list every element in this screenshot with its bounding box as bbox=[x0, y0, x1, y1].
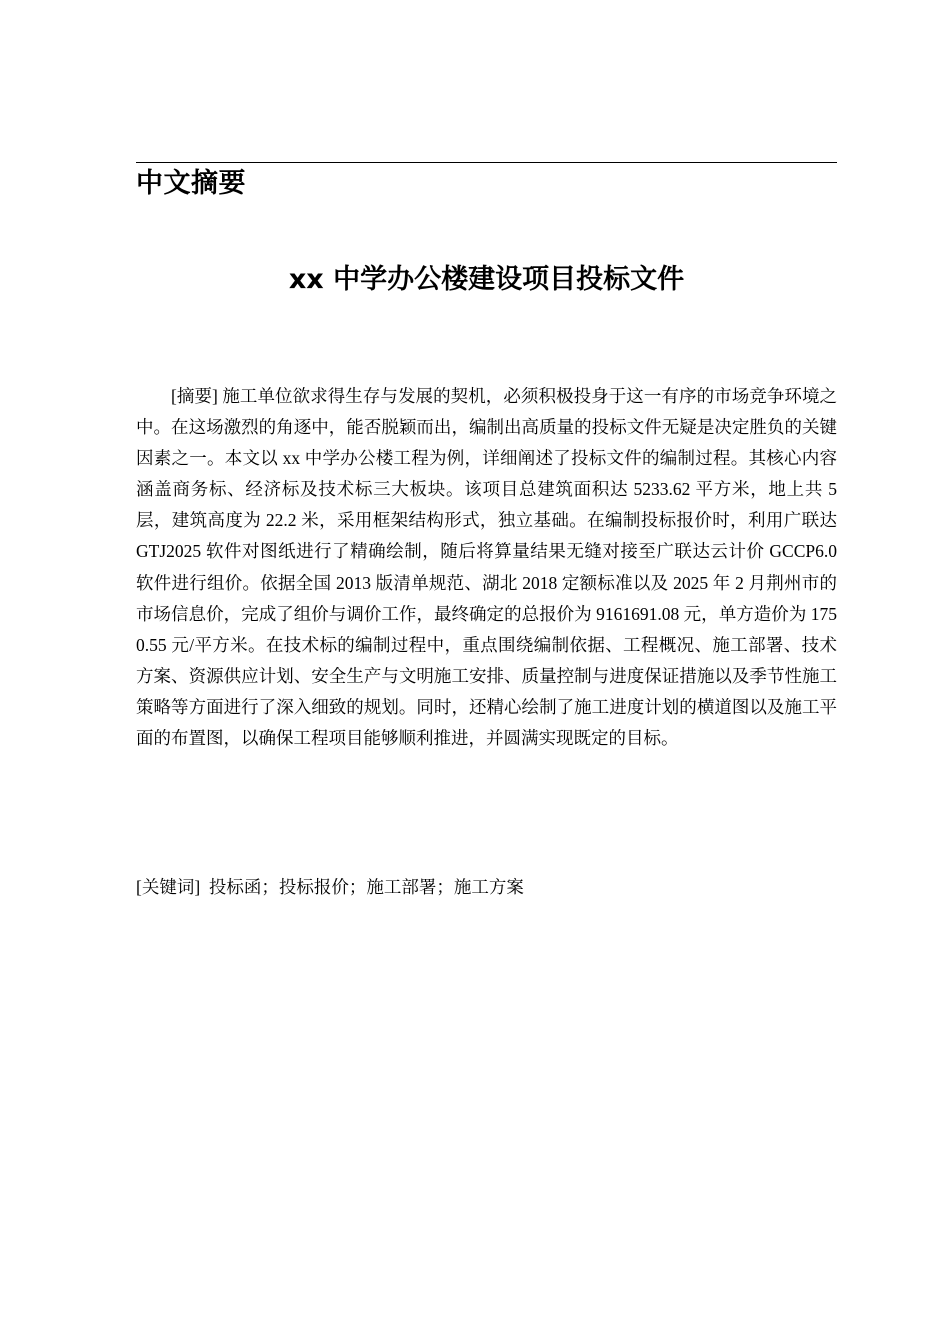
keywords-text: 投标函；投标报价；施工部署；施工方案 bbox=[208, 877, 524, 897]
section-heading: 中文摘要 bbox=[136, 168, 246, 199]
keywords-label: [关键词] bbox=[136, 877, 201, 897]
abstract-text: 施工单位欲求得生存与发展的契机，必须积极投身于这一有序的市场竞争环境之中。在这场激烈的角逐中，能否脱颖而出，编制出高质量的投标文件无疑是决定胜负的关键因素之一。本文以 xx 中学办公楼工程为例，详细阐述了投标文件的编制过程。其核心内容涵盖商务标、经济标及技术标三大板块。该项目总建筑面积达 5233.62 平方米，地上共 5 层，建筑高度为 22.2 米，采用框架结构形式，独立基础。在编制投标报价时，利用广联达 GTJ2025 软件对图纸进行了精确绘制，随后将算量结果无缝对接至广联达云计价 GCCP6.0 软件进行组价。依据全国 2013 版清单规范、湖北 2018 定额标准以及 2025 年 2 月荆州市的市场信息价，完成了组价与调价工作，最终确定的总报价为 9161691.08 元，单方造价为 1750.55 元/平方米。在技术标的编制过程中，重点围绕编制依据、工程概况、施工部署、技术方案、资源供应计划、安全生产与文明施工安排、质量控制与进度保证措施以及季节性施工策略等方面进行了深入细致的规划。同时，还精心绘制了施工进度计划的横道图以及施工平面的布置图，以确保工程项目能够顺利推进，并圆满实现既定的目标。 bbox=[136, 386, 838, 749]
keywords-line bbox=[136, 872, 837, 903]
header-rule bbox=[136, 162, 837, 163]
abstract-paragraph bbox=[136, 381, 837, 754]
document-title: xx 中学办公楼建设项目投标文件 bbox=[288, 264, 685, 295]
abstract-label: [摘要] bbox=[171, 386, 218, 406]
